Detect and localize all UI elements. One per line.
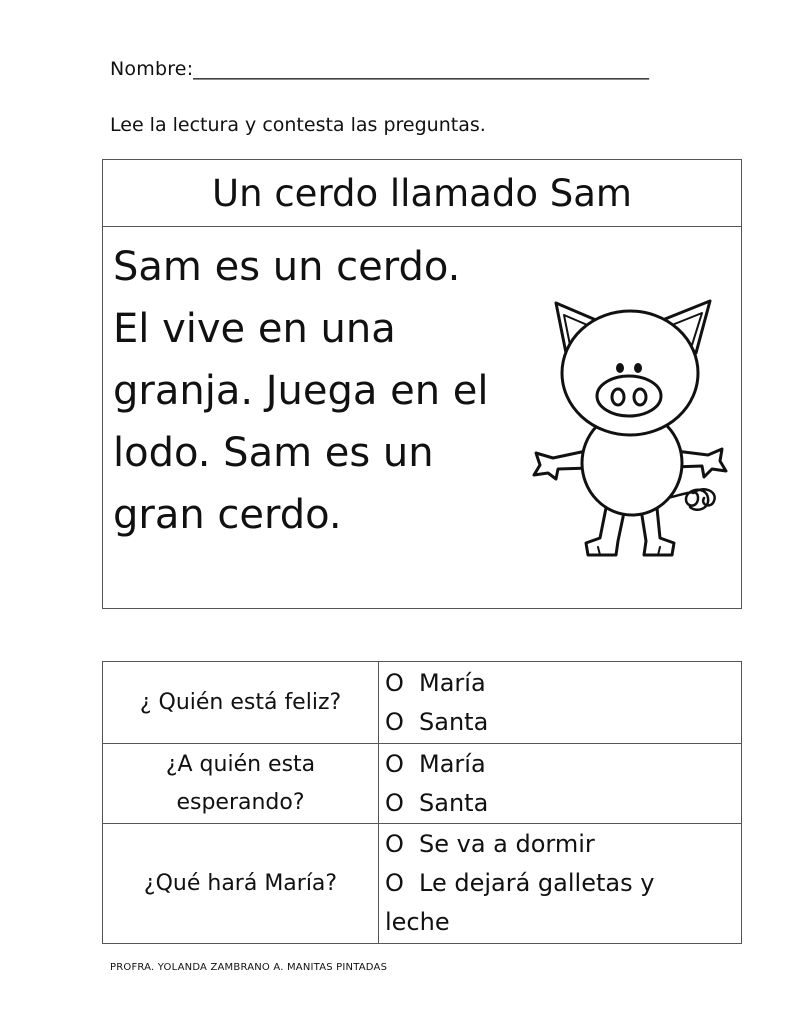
option-circle[interactable]: O — [385, 749, 404, 778]
option-circle[interactable]: O — [385, 869, 404, 897]
option-circle[interactable]: O — [385, 788, 404, 817]
question-cell — [103, 744, 379, 824]
pig-eye — [634, 363, 642, 373]
question-text: ¿A quién esta — [165, 751, 316, 777]
answer-cell — [379, 662, 742, 744]
option-label: María — [419, 749, 486, 778]
answer-option[interactable] — [385, 703, 741, 742]
reading-title-row — [103, 160, 741, 227]
answer-option[interactable] — [385, 784, 741, 823]
pig-snout — [597, 376, 661, 416]
option-label: Le dejará galletas y — [419, 869, 655, 897]
answer-option[interactable] — [385, 664, 741, 703]
question-row — [103, 662, 742, 744]
footer-credit: PROFRA. YOLANDA ZAMBRANO A. MANITAS PINTADAS — [110, 962, 388, 973]
pig-illustration — [528, 293, 728, 573]
option-label: Santa — [419, 788, 489, 817]
question-cell — [103, 824, 379, 944]
answer-option[interactable] — [385, 745, 741, 784]
reading-title: Un cerdo llamado Sam — [212, 171, 632, 215]
question-text: ¿Qué hará María? — [143, 870, 338, 896]
reading-line: lodo. Sam es un — [113, 430, 434, 476]
question-text: esperando? — [176, 789, 305, 815]
option-continuation: leche — [385, 908, 450, 936]
option-label: Se va a dormir — [419, 830, 595, 858]
answer-cell — [379, 824, 742, 944]
question-row — [103, 824, 742, 944]
answer-option[interactable] — [385, 864, 741, 903]
questions-table — [102, 661, 742, 944]
reading-line: granja. Juega en el — [113, 368, 489, 414]
question-cell — [103, 662, 379, 744]
reading-line: Sam es un cerdo. — [113, 244, 461, 290]
option-circle[interactable]: O — [385, 830, 404, 858]
option-circle[interactable]: O — [385, 668, 404, 697]
reading-text — [113, 236, 489, 546]
answer-option[interactable] — [385, 825, 741, 864]
option-label: María — [419, 668, 486, 697]
reading-line: El vive en una — [113, 306, 396, 352]
question-row — [103, 744, 742, 824]
answer-cell — [379, 744, 742, 824]
question-text: ¿ Quién está feliz? — [139, 689, 342, 715]
reading-line: gran cerdo. — [113, 492, 342, 538]
option-circle[interactable]: O — [385, 707, 404, 736]
instructions-text: Lee la lectura y contesta las preguntas. — [110, 114, 486, 136]
pig-eye — [616, 363, 624, 373]
reading-box — [102, 159, 742, 609]
name-field-line[interactable]: Nombre:_______________________________________________ — [110, 58, 650, 80]
option-label: Santa — [419, 707, 489, 736]
